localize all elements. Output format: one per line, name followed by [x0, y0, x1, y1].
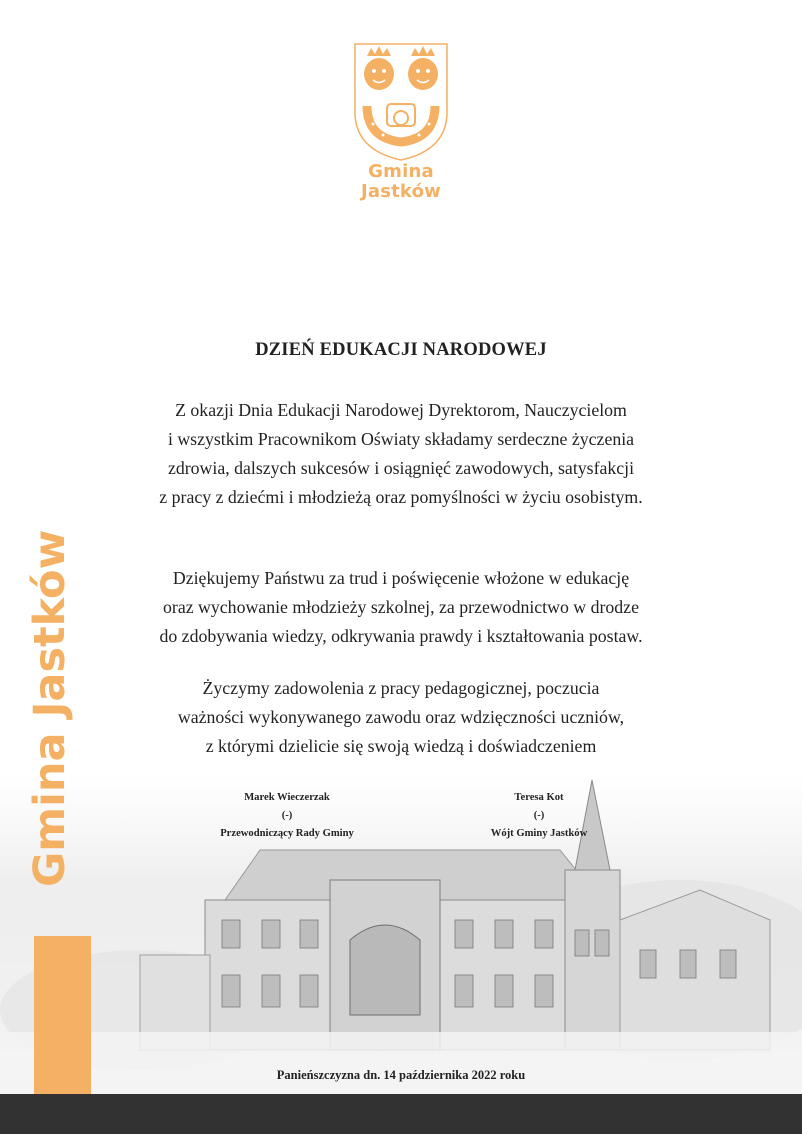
- paragraph-line: z pracy z dziećmi i młodzieżą oraz pomyślności w życiu osobistym.: [159, 487, 643, 507]
- paragraph-wishes: [100, 674, 702, 761]
- paragraph-line: ważności wykonywanego zawodu oraz wdzięczności uczniów,: [177, 707, 625, 727]
- paragraph-line: zdrowia, dalszych sukcesów i osiągnięć zawodowych, satysfakcji: [167, 458, 635, 478]
- paragraph-line: Życzymy zadowolenia z pracy pedagogicznej, poczucia: [202, 678, 600, 698]
- side-vertical-text: Gmina Jastków: [25, 529, 75, 887]
- signature-name: Marek Wieczerzak: [244, 792, 330, 803]
- logo-line1: Gmina: [368, 161, 434, 182]
- signature-mark: (-): [533, 810, 545, 821]
- paragraph-line: Z okazji Dnia Edukacji Narodowej Dyrektorom, Nauczycielom: [175, 400, 627, 420]
- manor-sketch-illustration: [0, 770, 802, 1094]
- paragraph-greetings: [100, 396, 702, 512]
- signature-name: Teresa Kot: [514, 792, 564, 803]
- logo-line2: Jastków: [360, 181, 442, 202]
- paragraph-line: do zdobywania wiedzy, odkrywania prawdy i kształtowania postaw.: [159, 626, 643, 646]
- signature-mayor: [429, 789, 649, 843]
- page-title: DZIEŃ EDUKACJI NARODOWEJ: [255, 340, 547, 360]
- signature-chairman: [177, 789, 397, 843]
- logo-text: [340, 162, 462, 202]
- paragraph-line: Dziękujemy Państwu za trud i poświęcenie włożone w edukację: [172, 568, 630, 588]
- coat-of-arms-logo: [353, 42, 449, 162]
- signature-mark: (-): [281, 810, 293, 821]
- paragraph-line: i wszystkim Pracownikom Oświaty składamy serdeczne życzenia: [167, 429, 635, 449]
- paragraph-line: z którymi dzielicie się swoją wiedzą i doświadczeniem: [205, 736, 597, 756]
- bottom-dark-band: [0, 1094, 802, 1134]
- signature-role: Wójt Gminy Jastków: [490, 828, 588, 839]
- signature-role: Przewodniczący Rady Gminy: [220, 828, 354, 839]
- paragraph-thanks: [100, 564, 702, 651]
- paragraph-line: oraz wychowanie młodzieży szkolnej, za przewodnictwo w drodze: [163, 597, 639, 617]
- place-and-date: Panieńszczyzna dn. 14 października 2022 roku: [276, 1068, 526, 1082]
